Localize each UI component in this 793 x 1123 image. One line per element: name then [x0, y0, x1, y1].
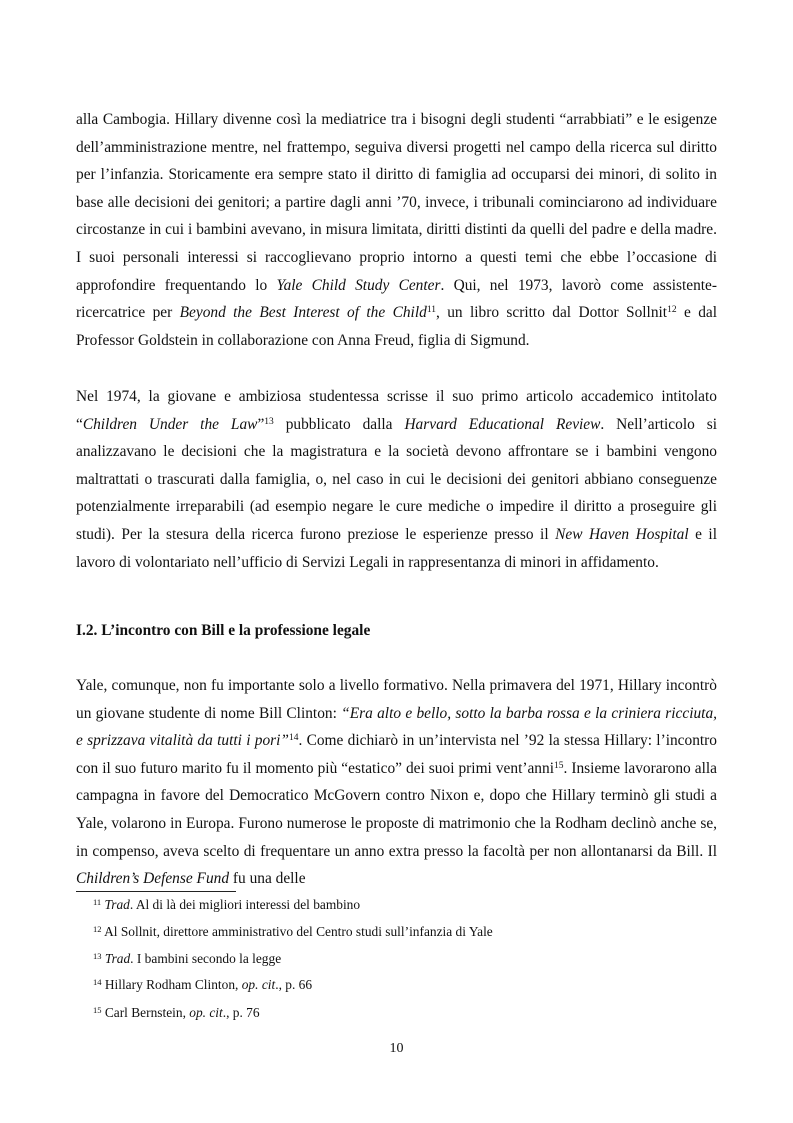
footnote-11	[93, 897, 360, 913]
text-run: . Insieme lavorarono alla campagna in favore del Democratico McGovern contro Nixon e, dopo che Hillary terminò gli studi a Yale, volarono in Europa. Furono numerose le proposte di matrimonio che la Rodham declinò anche se, in compenso, aveva scelto di frequentare un anno extra presso la facoltà per non allontanarsi da Bill. Il	[76, 759, 717, 860]
footnote-ref[interactable]: 14	[288, 733, 299, 744]
section-heading: I.2. L’incontro con Bill e la professione legale	[76, 622, 371, 639]
page-number: 10	[389, 1041, 404, 1056]
footnote-text: ., p. 76	[222, 1005, 260, 1020]
footnote-italic: op. cit	[241, 977, 276, 992]
footnote-italic: op. cit	[189, 1005, 223, 1020]
body-paragraph-1	[76, 106, 717, 354]
footnote-text: Al Sollnit, direttore amministrativo del Centro studi sull’infanzia di Yale	[101, 924, 493, 939]
footnote-15	[93, 1005, 260, 1021]
footnote-italic: Trad	[104, 951, 131, 966]
text-run: pubblicato dalla	[273, 415, 405, 433]
italic-quote: “Era alto e bello, sotto la barba rossa e la criniera ricciuta, e sprizzava vitalità da tutti i pori”	[76, 704, 718, 750]
text-run: e il lavoro di volontariato nell’ufficio di Servizi Legali in rappresentanza di minori in affidamento.	[76, 525, 717, 571]
footnote-text: Hillary Rodham Clinton,	[101, 977, 242, 992]
text-run: Nel 1974, la giovane e ambiziosa studentessa scrisse il suo primo articolo accademico intitolato “	[76, 388, 717, 433]
footnote-number: 14	[93, 977, 102, 987]
footnote-14	[93, 977, 312, 993]
footnote-12	[93, 924, 493, 940]
footnote-text: Carl Bernstein,	[101, 1005, 190, 1020]
footnote-ref[interactable]: 12	[667, 305, 677, 316]
text-run: ”	[257, 415, 265, 433]
text-run: . Nell’articolo si analizzavano le decisioni che la magistratura e la società devono affrontare se i bambini vengono maltrattati o trascurati dalla famiglia, o, nel caso in cui le decisioni dei genitori abbiano conseguenze potenzialmente irreparabili (ad esempio negare le cure mediche o impedire il diritto a proseguire gli studi). Per la stesura della ricerca furono preziose le esperienze presso il	[76, 415, 717, 543]
footnote-separator	[76, 891, 236, 892]
footnote-ref[interactable]: 15	[553, 760, 564, 771]
italic-run: Children’s Defense Fund	[76, 870, 230, 888]
italic-run: Yale Child Study Center	[276, 276, 441, 294]
body-paragraph-3	[76, 672, 717, 893]
footnote-number: 12	[93, 924, 102, 934]
italic-run: Children Under the Law	[82, 415, 258, 433]
footnote-text: . Al di là dei migliori interessi del bambino	[129, 897, 361, 912]
text-run: . Qui, nel 1973, lavorò come assistente-ricercatrice per	[76, 276, 718, 322]
footnote-italic: Trad	[104, 897, 130, 912]
text-run: Yale, comunque, non fu importante solo a livello formativo. Nella primavera del 1971, Hillary incontrò un giovane studente di nome Bill Clinton:	[76, 677, 717, 722]
text-run: , un libro scritto dal Dottor Sollnit	[435, 304, 668, 322]
footnote-ref[interactable]: 13	[264, 416, 274, 427]
footnote-number: 11	[93, 897, 102, 907]
footnote-ref[interactable]: 11	[426, 305, 436, 316]
italic-run: Harvard Educational Review	[404, 415, 601, 433]
footnote-text: ., p. 66	[275, 977, 313, 992]
footnote-number: 13	[93, 951, 102, 961]
italic-run: New Haven Hospital	[555, 525, 689, 543]
text-run: e dal Professor Goldstein in collaborazione con Anna Freud, figlia di Sigmund.	[76, 304, 717, 349]
text-run: fu una delle	[229, 870, 306, 888]
text-run: . Come dichiarò in un’intervista nel ’92 la stessa Hillary: l’incontro con il suo futuro marito fu il momento più “estatico” dei suoi primi vent’anni	[76, 732, 717, 777]
text-run: alla Cambogia. Hillary divenne così la mediatrice tra i bisogni degli studenti “arrabbiati” e le esigenze dell’amministrazione mentre, nel frattempo, seguiva diversi progetti nel campo della ricerca sul diritto per l’infanzia. Storicamente era sempre stato il diritto di famiglia ad occuparsi dei minori, di solito in base alle decisioni dei genitori; a partire dagli anni ’70, invece, i tribunali cominciarono ad individuare circostanze in cui i bambini avevano, in misura limitata, diritti distinti da quelli del padre e della madre. I suoi personali interessi si raccoglievano proprio intorno a questi temi che ebbe l’occasione di approfondire frequentando lo	[76, 111, 717, 294]
body-paragraph-2	[76, 383, 717, 576]
italic-run: Beyond the Best Interest of the Child	[179, 304, 427, 322]
footnote-13	[93, 951, 281, 967]
footnote-text: . I bambini secondo la legge	[130, 951, 282, 966]
footnote-number: 15	[93, 1005, 102, 1015]
